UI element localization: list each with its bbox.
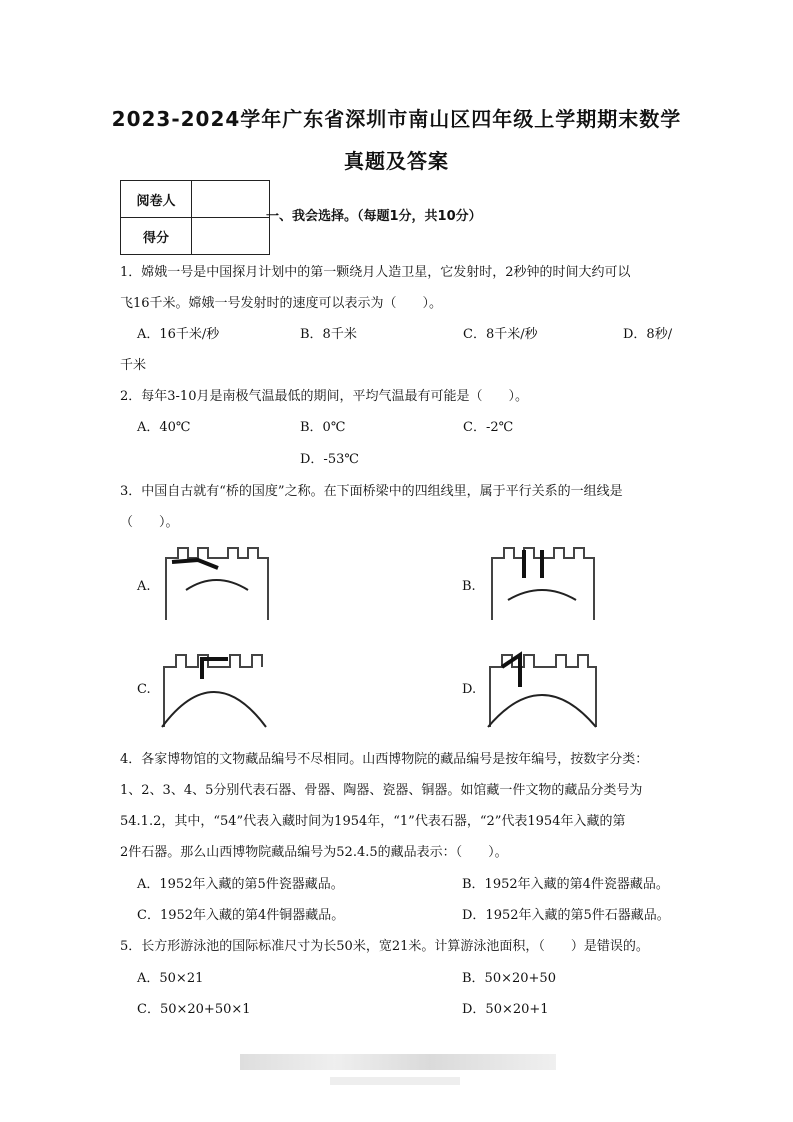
q4-option-a[interactable]: A．1952年入藏的第5件瓷器藏品。	[137, 877, 344, 892]
document-title-line1: 2023-2024学年广东省深圳市南山区四年级上学期期末数学	[111, 107, 682, 131]
q1-line1: 1．嫦娥一号是中国探月计划中的第一颗绕月人造卫星，它发射时，2秒钟的时间大约可以	[120, 265, 631, 280]
q5-line1: 5．长方形游泳池的国际标准尺寸为长50米，宽21米。计算游泳池面积，（ ）是错误的。	[120, 939, 649, 954]
q3-option-b-label[interactable]: B.	[462, 579, 476, 594]
bridge-figure-d	[484, 645, 602, 733]
bridge-figure-c	[158, 645, 270, 733]
q5-option-a[interactable]: A．50×21	[137, 971, 204, 986]
q1-line2: 飞16千米。嫦娥一号发射时的速度可以表示为（ ）。	[120, 296, 443, 311]
score-table	[120, 180, 270, 255]
q4-option-c[interactable]: C．1952年入藏的第4件铜器藏品。	[137, 908, 345, 923]
q4-line3: 54.1.2，其中，“54”代表入藏时间为1954年，“1”代表石器，“2”代表1954年入藏的第	[120, 814, 626, 829]
q5-option-d[interactable]: D．50×20+1	[462, 1002, 549, 1017]
q3-option-d-label[interactable]: D.	[462, 682, 477, 697]
bridge-figure-a	[158, 540, 276, 628]
score-label: 得分	[121, 218, 192, 255]
q1-option-a[interactable]: A．16千米/秒	[137, 327, 220, 342]
q1-option-d[interactable]: D．8秒/	[623, 327, 673, 342]
q1-option-b[interactable]: B．8千米	[300, 327, 357, 342]
q4-line2: 1、2、3、4、5分别代表石器、骨器、陶器、瓷器、铜器。如馆藏一件文物的藏品分类号为	[120, 783, 643, 798]
q2-option-a[interactable]: A．40℃	[137, 420, 191, 435]
q2-option-d[interactable]: D．-53℃	[300, 452, 359, 467]
reviewer-label: 阅卷人	[121, 181, 192, 218]
q2-option-c[interactable]: C．-2℃	[463, 420, 514, 435]
q1-option-c[interactable]: C．8千米/秒	[463, 327, 538, 342]
q3-option-a-label[interactable]: A.	[137, 579, 151, 594]
q1-option-d-wrap: 千米	[120, 358, 147, 373]
q2-option-b[interactable]: B．0℃	[300, 420, 346, 435]
document-title-line2: 真题及答案	[344, 149, 449, 173]
q4-line4: 2件石器。那么山西博物院藏品编号为52.4.5的藏品表示：（ ）。	[120, 845, 508, 860]
score-field[interactable]	[192, 218, 270, 255]
q4-option-d[interactable]: D．1952年入藏的第5件石器藏品。	[462, 908, 670, 923]
q3-line2: （ ）。	[120, 515, 179, 530]
q4-option-b[interactable]: B．1952年入藏的第4件瓷器藏品。	[462, 877, 669, 892]
blurred-footer-sub	[330, 1077, 460, 1085]
blurred-footer	[240, 1054, 556, 1070]
q5-option-c[interactable]: C．50×20+50×1	[137, 1002, 251, 1017]
q3-line1: 3．中国自古就有“桥的国度”之称。在下面桥梁中的四组线里，属于平行关系的一组线是	[120, 484, 623, 499]
reviewer-field[interactable]	[192, 181, 270, 218]
bridge-figure-b	[484, 540, 602, 628]
q3-option-c-label[interactable]: C.	[137, 682, 151, 697]
q2-line1: 2．每年3-10月是南极气温最低的期间，平均气温最有可能是（ ）。	[120, 389, 528, 404]
q4-line1: 4．各家博物馆的文物藏品编号不尽相同。山西博物院的藏品编号是按年编号，按数字分类：	[120, 752, 649, 767]
q5-option-b[interactable]: B．50×20+50	[462, 971, 556, 986]
section1-heading: 一、我会选择。（每题1分，共10分）	[266, 209, 482, 224]
